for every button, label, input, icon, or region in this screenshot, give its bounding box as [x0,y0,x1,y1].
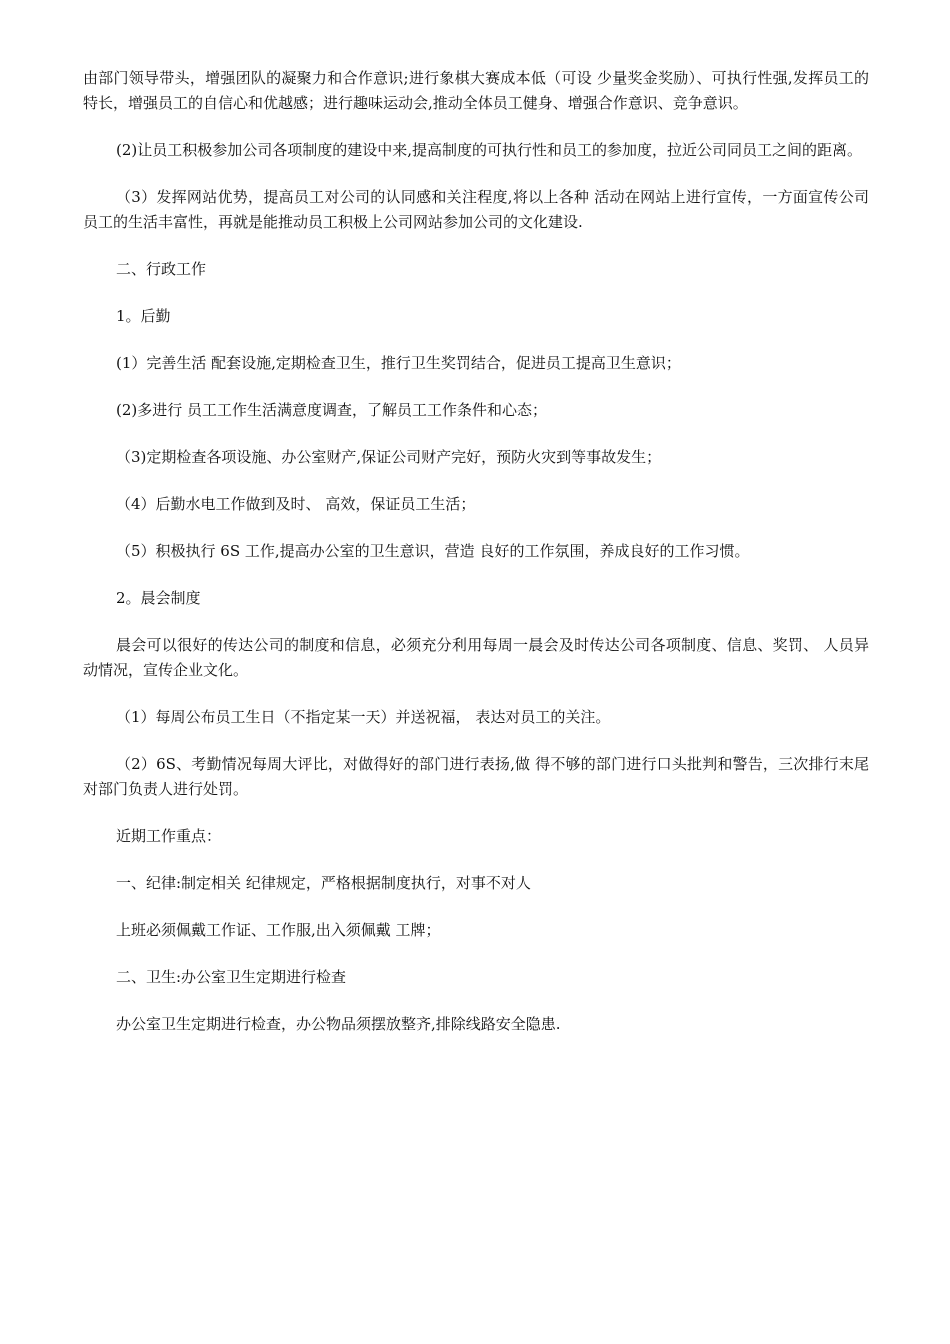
recent-item-badge: 上班必须佩戴工作证、工作服,出入须佩戴 工牌； [116,921,441,939]
recent-item-hygiene: 二、卫生:办公室卫生定期进行检查 [116,968,347,986]
list-item-logistics-3: （3)定期检查各项设施、办公室财产,保证公司财产完好，预防火灾到等事故发生； [116,448,662,466]
heading-recent-focus: 近期工作重点： [116,827,222,845]
paragraph-system-participation: (2)让员工积极参加公司各项制度的建设中来,提高制度的可执行性和员工的参加度，拉近公司同员工之间的距离。 [116,141,863,159]
list-item-logistics-2: (2)多进行 员工工作生活满意度调查，了解员工工作条件和心态； [116,401,548,419]
list-item-logistics-4: （4）后勤水电工作做到及时、 高效，保证员工生活； [116,495,476,513]
paragraph-morning-2: （2）6S、考勤情况每周大评比，对做得好的部门进行表扬,做 得不够的部门进行口头批判和警告，三次排行末尾对部门负责人进行处罚。 [83,755,869,798]
heading-admin-work: 二、行政工作 [116,260,207,278]
paragraph-website-advantage: （3）发挥网站优势，提高员工对公司的认同感和关注程度,将以上各种 活动在网站上进行宣传，一方面宣传公司员工的生活丰富性，再就是能推动员工积极上公司网站参加公司的文化建设. [83,188,869,231]
paragraph-morning-meeting: 晨会可以很好的传达公司的制度和信息，必须充分利用每周一晨会及时传达公司各项制度、信息、奖罚、 人员异动情况，宣传企业文化。 [83,636,869,679]
document-page [83,66,869,1037]
list-item-morning-1: （1）每周公布员工生日（不指定某一天）并送祝福， 表达对员工的关注。 [116,708,611,726]
recent-item-office-check: 办公室卫生定期进行检查，办公物品须摆放整齐,排除线路安全隐患. [116,1015,561,1033]
list-item-logistics-5: （5）积极执行 6S 工作,提高办公室的卫生意识，营造 良好的工作氛围，养成良好的工作习惯。 [116,542,750,560]
recent-item-discipline: 一、纪律:制定相关 纪律规定，严格根据制度执行，对事不对人 [116,874,531,892]
heading-logistics: 1。后勤 [116,307,171,325]
list-item-logistics-1: (1）完善生活 配套设施,定期检查卫生，推行卫生奖罚结合，促进员工提高卫生意识； [116,354,681,372]
heading-morning-meeting: 2。晨会制度 [116,589,201,607]
paragraph-team-activities: 由部门领导带头，增强团队的凝聚力和合作意识;进行象棋大赛成本低（可设 少量奖金奖励）、可执行性强,发挥员工的特长，增强员工的自信心和优越感；进行趣味运动会,推动全体员工健身、增强合作意识、竞争意识。 [83,69,869,112]
